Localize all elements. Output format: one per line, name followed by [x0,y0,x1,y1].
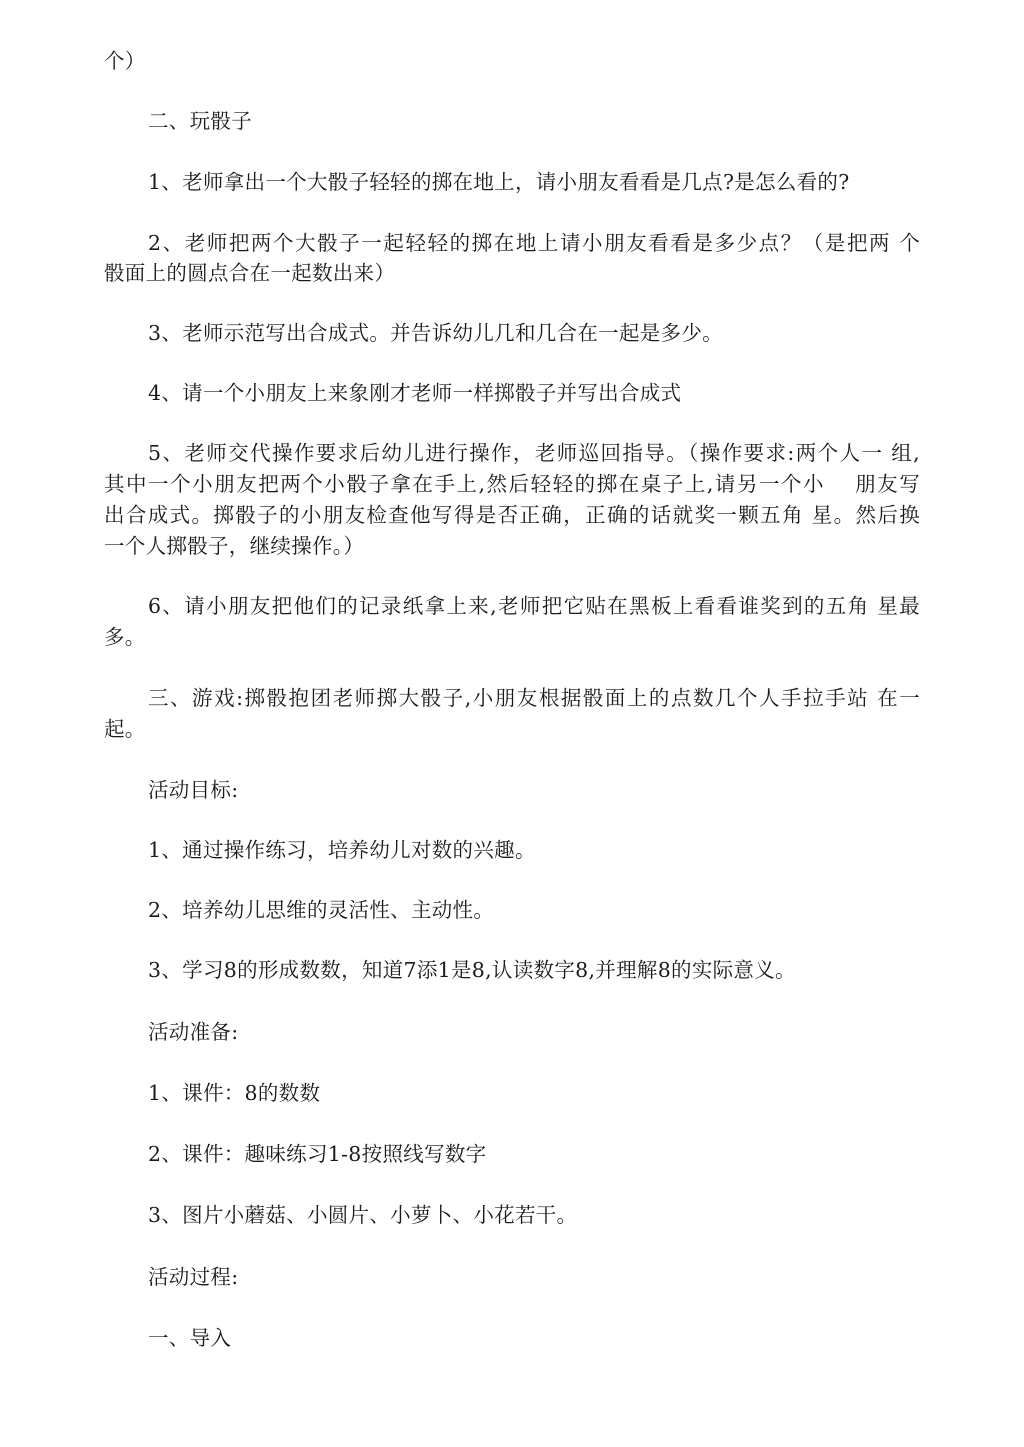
heading-activity-process: 活动过程: [148,1265,239,1289]
step-5-line-3: 出合成式。掷骰子的小朋友检查他写得是否正确，正确的话就奖一颗五角 星。然后换 [104,503,920,527]
step-6-line-2: 多。 [104,625,146,649]
step-3-line: 3、老师示范写出合成式。并告诉幼儿几和几合在一起是多少。 [148,321,723,345]
goal-1: 1、通过操作练习，培养幼儿对数的兴趣。 [148,838,536,862]
goal-3: 3、学习8的形成数数，知道7添1是8,认读数字8,并理解8的实际意义。 [148,958,796,982]
step-2-line-1: 2、老师把两个大骰子一起轻轻的掷在地上请小朋友看看是多少点？（是把两 个 [148,231,920,255]
step-4-line: 4、请一个小朋友上来象刚才老师一样掷骰子并写出合成式 [148,381,682,405]
preparation-1: 1、课件：8的数数 [148,1081,321,1105]
step-5-line-1: 5、老师交代操作要求后幼儿进行操作，老师巡回指导。（操作要求:两个人一 组, [148,441,920,465]
step-5-line-2: 其中一个小朋友把两个小骰子拿在手上,然后轻轻的掷在桌子上,请另一个小 朋友写 [104,472,920,496]
heading-activity-goals: 活动目标: [148,778,239,802]
step-6-line-1: 6、请小朋友把他们的记录纸拿上来,老师把它贴在黑板上看看谁奖到的五角 星最 [148,594,920,618]
goal-2: 2、培养幼儿思维的灵活性、主动性。 [148,898,495,922]
preparation-3: 3、图片小蘑菇、小圆片、小萝卜、小花若干。 [148,1203,578,1227]
section-heading-dice-game: 二、玩骰子 [148,109,252,133]
step-2-line-2: 骰面上的圆点合在一起数出来） [104,261,396,285]
heading-activity-preparation: 活动准备: [148,1020,239,1044]
step-5-line-4: 一个人掷骰子，继续操作。） [104,534,365,558]
step-1-line: 1、老师拿出一个大骰子轻轻的掷在地上，请小朋友看看是几点?是怎么看的? [148,170,850,194]
preparation-2: 2、课件：趣味练习1-8按照线写数字 [148,1142,487,1166]
process-step-intro: 一、导入 [148,1326,232,1350]
section-three-line-2: 起。 [104,717,146,741]
section-three-line-1: 三、游戏:掷骰抱团老师掷大骰子,小朋友根据骰面上的点数几个人手拉手站 在一 [148,686,920,710]
continuation-line: 个） [104,49,146,73]
